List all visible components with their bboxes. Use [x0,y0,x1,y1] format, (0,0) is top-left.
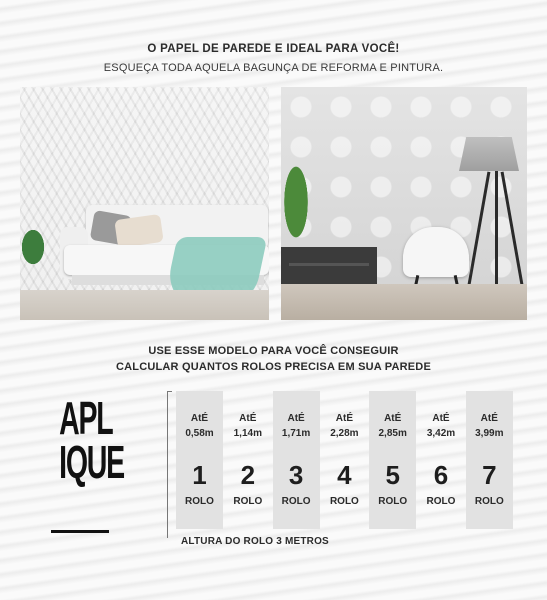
column-measure: 1,71m [281,428,311,439]
brand-underline [51,530,109,533]
brand-logo [47,392,124,488]
brand-logo-line-1: APL [59,392,113,444]
column-measure: 2,85m [378,428,407,439]
roll-column [466,391,513,529]
roll-column [224,391,271,529]
column-unit: ROLO [329,496,359,507]
column-roll-count: 5 [385,460,400,490]
column-roll-count: 6 [433,460,449,490]
column-unit: ROLO [474,496,504,507]
column-roll-count: 2 [240,460,256,490]
column-label: AtÉ [384,413,402,424]
room-decor-photo [281,87,527,320]
lamp-leg [495,171,498,291]
roll-column [369,391,416,529]
lamp-leg [467,172,491,291]
column-measure: 3,42m [426,428,456,439]
page-subtitle: ESQUEÇA TODA AQUELA BAGUNÇA DE REFORMA E PINTURA. [103,62,444,74]
height-bracket [167,391,172,538]
roll-column [273,391,320,529]
column-unit: ROLO [426,496,456,507]
lamp-leg [501,172,525,291]
plant-icon [281,157,311,247]
column-roll-count: 3 [288,460,304,490]
chair-icon [403,227,469,277]
column-roll-count: 7 [482,460,497,490]
column-measure: 0,58m [185,428,214,439]
roll-column [418,391,465,529]
column-measure: 1,14m [233,428,262,439]
column-measure: 2,28m [330,428,359,439]
column-measure: 3,99m [475,428,504,439]
brand-logo-line-2: IQUE [59,436,124,488]
column-unit: ROLO [185,496,214,507]
column-label: AtÉ [239,413,257,424]
plant-icon [20,227,46,267]
roll-column [176,391,223,529]
lamp-shade-icon [459,137,519,171]
roll-calculator-table [176,391,516,529]
column-label: AtÉ [287,413,305,424]
roll-column [321,391,368,529]
height-bracket-top [167,391,172,392]
roll-height-note: ALTURA DO ROLO 3 METROS [181,536,329,547]
column-label: AtÉ [480,413,498,424]
console-shelf [289,263,369,266]
column-unit: ROLO [378,496,408,507]
floor-rug [20,290,269,320]
column-roll-count: 1 [192,460,207,490]
column-label: AtÉ [190,413,209,424]
page-title: O PAPEL DE PAREDE E IDEAL PARA VOCÊ! [147,43,400,55]
instruction-line-2: CALCULAR QUANTOS ROLOS PRECISA EM SUA PAREDE [116,361,431,373]
column-label: AtÉ [335,413,353,424]
instruction-line-1: USE ESSE MODELO PARA VOCÊ CONSEGUIR [148,345,399,357]
column-label: AtÉ [432,413,450,424]
column-roll-count: 4 [337,460,352,490]
column-unit: ROLO [233,496,263,507]
floor [281,284,527,320]
living-room-photo [20,87,269,320]
column-unit: ROLO [281,496,311,507]
